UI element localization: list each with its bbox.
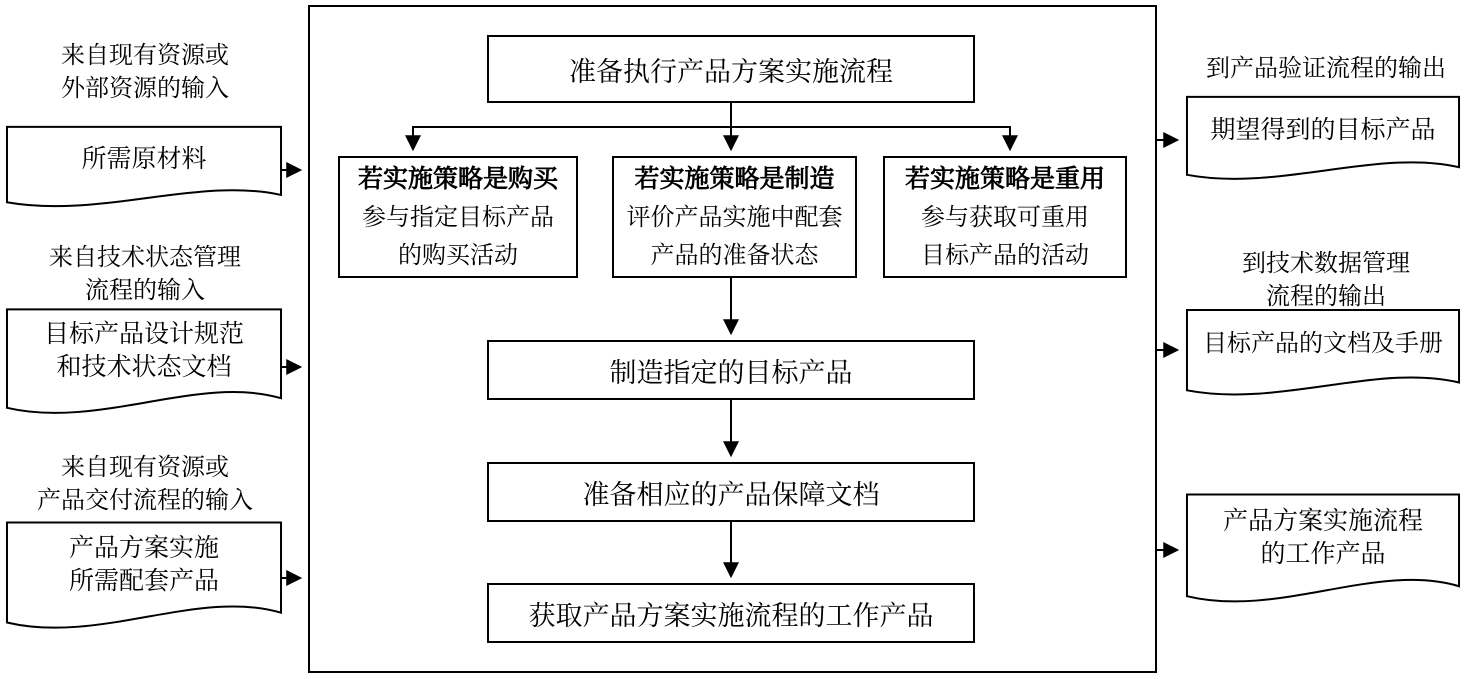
- input1-label-line1: 来自现有资源或: [61, 43, 229, 69]
- branch-reuse-line2: 目标产品的活动: [921, 243, 1089, 269]
- step-make-label: 制造指定的目标产品: [609, 357, 853, 388]
- input3-label-line2: 产品交付流程的输入: [37, 488, 253, 514]
- output2-document-text: [1185, 308, 1461, 381]
- branch-make-line1: 评价产品实施中配套: [626, 205, 843, 231]
- output2-document: [1185, 308, 1461, 406]
- branch-box-reuse: [883, 156, 1127, 278]
- output1-label: [1190, 53, 1462, 86]
- output1-document: [1185, 95, 1461, 190]
- step-box-make-product: [487, 340, 975, 400]
- input3-document: [5, 520, 283, 642]
- branch-make-title: 若实施策略是制造: [634, 166, 835, 193]
- step-obtain-label: 获取产品方案实施流程的工作产品: [528, 600, 934, 631]
- input3-doc-line2: 所需配套产品: [68, 568, 219, 596]
- output2-label-line1: 到技术数据管理: [1242, 251, 1410, 277]
- output1-label-line1: 到产品验证流程的输出: [1206, 56, 1446, 82]
- branch-make-line2: 产品的准备状态: [650, 243, 819, 269]
- input1-document: [5, 125, 283, 217]
- output1-document-text: [1185, 95, 1461, 165]
- input1-label: [10, 40, 280, 106]
- branch-box-buy: [338, 156, 578, 278]
- output2-label-line2: 流程的输出: [1266, 284, 1386, 310]
- step-prepare-label: 准备相应的产品保障文档: [582, 479, 880, 510]
- input1-label-line2: 外部资源的输入: [61, 76, 229, 102]
- input2-label: [10, 242, 280, 308]
- output2-label: [1190, 248, 1462, 314]
- input3-doc-line1: 产品方案实施: [68, 535, 219, 563]
- branch-buy-title: 若实施策略是购买: [357, 166, 558, 193]
- input2-doc-line2: 和技术状态文档: [56, 354, 232, 382]
- input2-document: [5, 307, 283, 427]
- output1-doc-line1: 期望得到的目标产品: [1210, 116, 1436, 144]
- branch-reuse-title: 若实施策略是重用: [904, 166, 1105, 193]
- input3-document-text: [5, 520, 283, 610]
- branch-reuse-line1: 参与获取可重用: [921, 205, 1089, 231]
- branch-box-make: [612, 156, 857, 278]
- input2-label-line1: 来自技术状态管理: [49, 245, 241, 271]
- input1-document-text: [5, 125, 283, 193]
- output3-doc-line2: 的工作产品: [1260, 540, 1386, 568]
- step-box-obtain-work-products: [487, 583, 975, 643]
- input2-doc-line1: 目标产品设计规范: [43, 321, 244, 349]
- step-box-prepare-docs: [487, 462, 975, 522]
- start-box: [487, 35, 975, 103]
- input1-doc-line1: 所需原材料: [81, 145, 207, 173]
- branch-buy-line2: 的购买活动: [398, 243, 518, 269]
- input2-label-line2: 流程的输入: [85, 278, 205, 304]
- input2-document-text: [5, 307, 283, 396]
- output2-doc-line1: 目标产品的文档及手册: [1203, 330, 1443, 357]
- start-box-label: 准备执行产品方案实施流程: [569, 56, 893, 87]
- output3-doc-line1: 产品方案实施流程: [1222, 507, 1423, 535]
- branch-buy-line1: 参与指定目标产品: [362, 205, 554, 231]
- output3-document-text: [1185, 492, 1461, 584]
- input3-label: [10, 452, 280, 518]
- output3-document: [1185, 492, 1461, 616]
- input3-label-line1: 来自现有资源或: [61, 455, 229, 481]
